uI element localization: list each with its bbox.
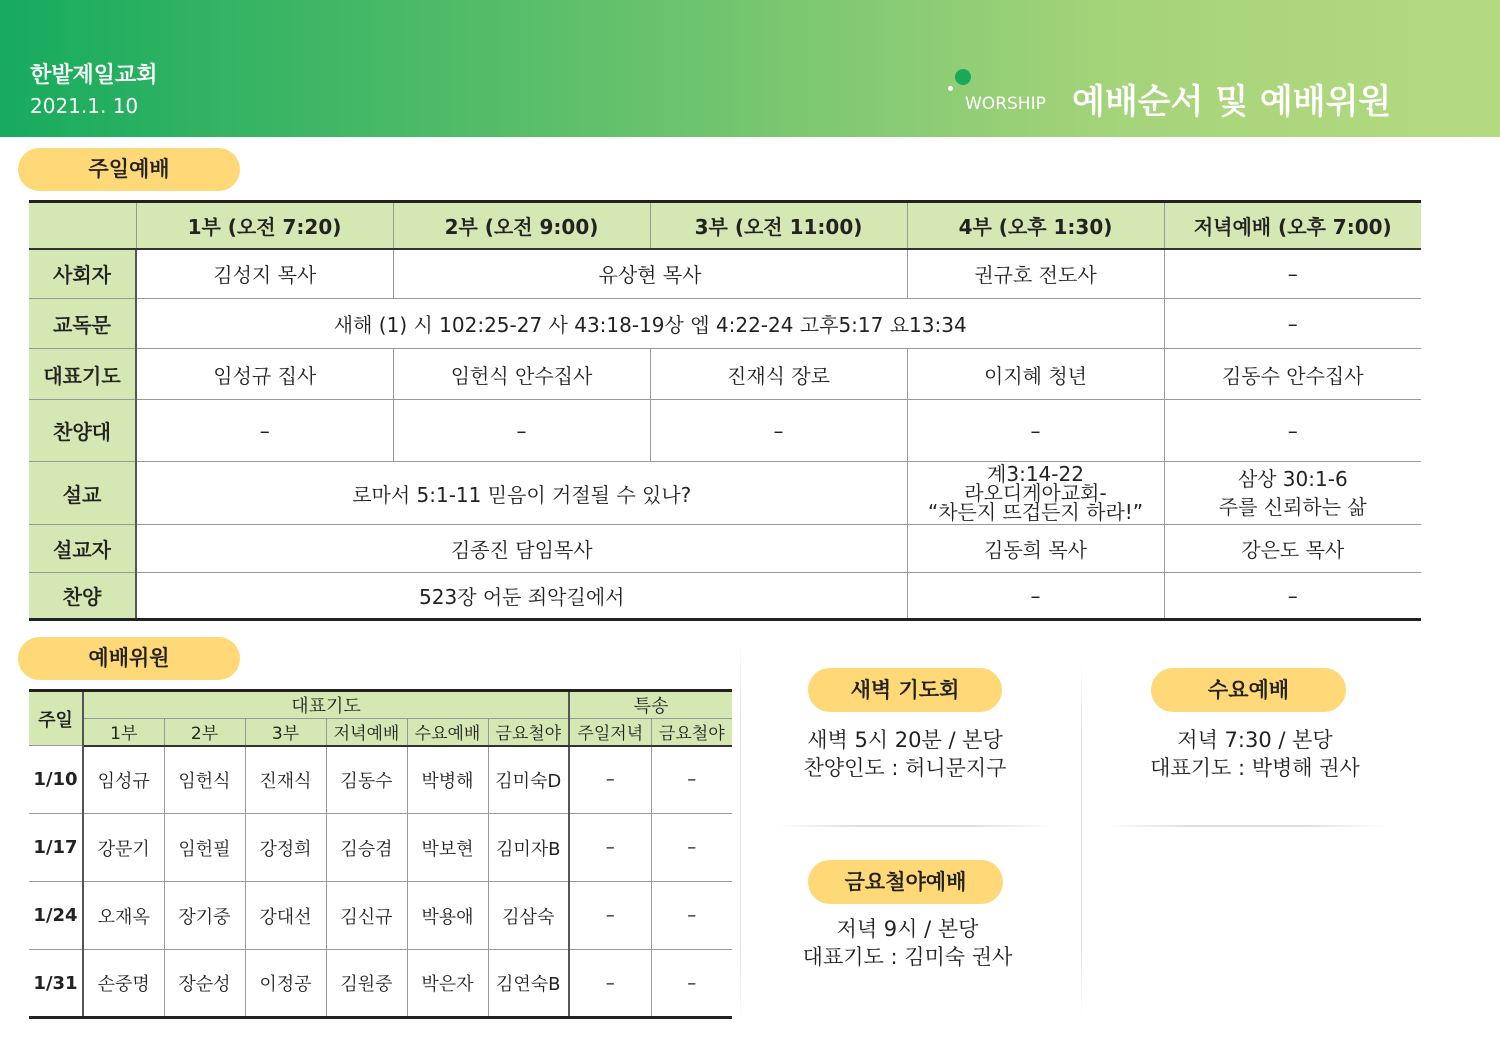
wednesday-service-time: 저녁 7:30 / 본당: [1177, 728, 1333, 752]
row-label: 교독문: [29, 299, 136, 349]
table-cell: –: [569, 950, 651, 1018]
group-header-special: 특송: [569, 691, 732, 719]
table-cell: 박은자: [407, 950, 488, 1018]
table-cell: –: [393, 400, 650, 462]
column-header: 1부 (오전 7:20): [136, 202, 393, 249]
table-cell: 강정희: [245, 814, 326, 882]
table-cell: –: [569, 814, 651, 882]
table-header-row: [29, 719, 732, 746]
column-header: 2부 (오전 9:00): [393, 202, 650, 249]
friday-service-prayer: 대표기도 : 김미숙 권사: [802, 945, 1013, 969]
table-cell: 강문기: [83, 814, 164, 882]
dawn-prayer-leader: 찬양인도 : 허니문지구: [803, 756, 1007, 780]
table-cell: 임헌식 안수집사: [393, 349, 650, 400]
sunday-service-table: [29, 200, 1421, 621]
table-cell: 임헌식: [164, 746, 245, 814]
white-dot-icon: [948, 86, 953, 91]
table-cell: 김미숙D: [488, 746, 569, 814]
column-header: 수요예배: [407, 719, 488, 746]
church-name: 한밭제일교회: [30, 63, 158, 88]
column-header: 주일저녁: [569, 719, 651, 746]
table-cell: –: [136, 400, 393, 462]
table-row: [29, 573, 1421, 620]
table-cell: –: [1164, 400, 1421, 462]
wednesday-service-prayer: 대표기도 : 박병해 권사: [1150, 756, 1360, 780]
table-cell: 오재옥: [83, 882, 164, 950]
table-cell: 임성규: [83, 746, 164, 814]
table-cell: 박병해: [407, 746, 488, 814]
table-cell: 장기중: [164, 882, 245, 950]
table-row: [29, 249, 1421, 299]
row-label: 설교자: [29, 525, 136, 573]
table-cell: 박용애: [407, 882, 488, 950]
week-cell: 1/17: [29, 814, 83, 882]
bulletin-date: 2021.1. 10: [30, 94, 139, 118]
dawn-prayer-label: 새벽 기도회: [808, 668, 1002, 712]
table-cell: 523장 어둔 죄악길에서: [136, 573, 907, 620]
sunday-service-label: 주일예배: [18, 148, 240, 191]
page-title: 예배순서 및 예배위원: [1072, 82, 1392, 122]
table-cell: –: [569, 882, 651, 950]
row-label: 대표기도: [29, 349, 136, 400]
table-row: [29, 814, 732, 882]
week-cell: 1/24: [29, 882, 83, 950]
wednesday-service-label: 수요예배: [1151, 668, 1346, 712]
table-cell: 이지혜 청년: [907, 349, 1164, 400]
cell-line: 라오디게아교회-: [964, 480, 1107, 505]
table-row: [29, 400, 1421, 462]
header-banner: [0, 0, 1500, 137]
table-cell: 권규호 전도사: [907, 249, 1164, 299]
worship-tag: WORSHIP: [965, 94, 1046, 114]
table-row: [29, 746, 732, 814]
table-row: [29, 349, 1421, 400]
row-label: 사회자: [29, 249, 136, 299]
cell-line: 계3:14-22: [987, 461, 1084, 486]
table-cell: 이정공: [245, 950, 326, 1018]
column-header: 1부: [83, 719, 164, 746]
table-cell: –: [651, 882, 732, 950]
row-label: 설교: [29, 462, 136, 525]
table-cell: –: [1164, 299, 1421, 349]
table-cell: 손중명: [83, 950, 164, 1018]
cell-line: “차든지 뜨겁든지 하라!”: [927, 499, 1144, 524]
table-row: [29, 462, 1421, 525]
table-cell: –: [651, 814, 732, 882]
friday-service-label: 금요철야예배: [808, 860, 1003, 904]
table-cell: –: [1164, 573, 1421, 620]
friday-service-time: 저녁 9시 / 본당: [836, 917, 979, 941]
group-header-prayer: 대표기도: [83, 691, 569, 719]
table-cell: –: [651, 950, 732, 1018]
horizontal-divider: [775, 825, 1055, 827]
table-row: [29, 950, 732, 1018]
table-cell: 임헌필: [164, 814, 245, 882]
dawn-prayer-time: 새벽 5시 20분 / 본당: [807, 728, 1003, 752]
table-cell: –: [907, 573, 1164, 620]
horizontal-divider: [1105, 825, 1385, 827]
table-row: [29, 525, 1421, 573]
column-header: 저녁예배 (오후 7:00): [1164, 202, 1421, 249]
table-cell: –: [650, 400, 907, 462]
table-header-row: [29, 202, 1421, 249]
column-header: 2부: [164, 719, 245, 746]
table-cell: 장순성: [164, 950, 245, 1018]
week-header: 주일: [29, 691, 83, 746]
table-cell: [907, 462, 1164, 525]
table-cell: –: [907, 400, 1164, 462]
table-header-row: [29, 691, 732, 719]
corner-cell: [29, 202, 136, 249]
table-cell: 강대선: [245, 882, 326, 950]
cell-line: 삼상 30:1-6: [1237, 467, 1348, 491]
worship-staff-table: [29, 689, 732, 1019]
column-header: 저녁예배: [326, 719, 407, 746]
table-cell: 김승겸: [326, 814, 407, 882]
week-cell: 1/10: [29, 746, 83, 814]
column-header: 3부 (오전 11:00): [650, 202, 907, 249]
row-label: 찬양: [29, 573, 136, 620]
table-cell: –: [1164, 249, 1421, 299]
table-cell: 임성규 집사: [136, 349, 393, 400]
table-cell: 김삼숙: [488, 882, 569, 950]
table-cell: 로마서 5:1-11 믿음이 거절될 수 있나?: [136, 462, 907, 525]
friday-service-info: [760, 915, 1055, 971]
dawn-prayer-info: [760, 726, 1050, 782]
table-cell: 김동수 안수집사: [1164, 349, 1421, 400]
table-cell: 김종진 담임목사: [136, 525, 907, 573]
worship-staff-label: 예배위원: [18, 637, 240, 680]
table-cell: 박보현: [407, 814, 488, 882]
table-row: [29, 299, 1421, 349]
column-header: 금요철야: [651, 719, 732, 746]
column-header: 금요철야: [488, 719, 569, 746]
table-cell: 진재식: [245, 746, 326, 814]
table-cell: –: [651, 746, 732, 814]
table-cell: 김성지 목사: [136, 249, 393, 299]
week-cell: 1/31: [29, 950, 83, 1018]
vertical-divider: [1081, 660, 1082, 1020]
wednesday-service-info: [1110, 726, 1400, 782]
green-dot-icon: [955, 69, 971, 85]
table-cell: 김미자B: [488, 814, 569, 882]
cell-line: 주를 신뢰하는 삶: [1218, 495, 1367, 519]
column-header: 4부 (오후 1:30): [907, 202, 1164, 249]
table-cell: 새해 (1) 시 102:25-27 사 43:18-19상 엡 4:22-24 고후5:17 요13:34: [136, 299, 1164, 349]
table-cell: 김연숙B: [488, 950, 569, 1018]
column-header: 3부: [245, 719, 326, 746]
table-cell: 유상현 목사: [393, 249, 907, 299]
vertical-divider: [740, 637, 741, 1027]
table-cell: [1164, 462, 1421, 525]
table-cell: 진재식 장로: [650, 349, 907, 400]
table-cell: 김동희 목사: [907, 525, 1164, 573]
table-cell: 강은도 목사: [1164, 525, 1421, 573]
table-cell: –: [569, 746, 651, 814]
row-label: 찬양대: [29, 400, 136, 462]
table-row: [29, 882, 732, 950]
table-cell: 김원중: [326, 950, 407, 1018]
table-cell: 김동수: [326, 746, 407, 814]
table-cell: 김신규: [326, 882, 407, 950]
